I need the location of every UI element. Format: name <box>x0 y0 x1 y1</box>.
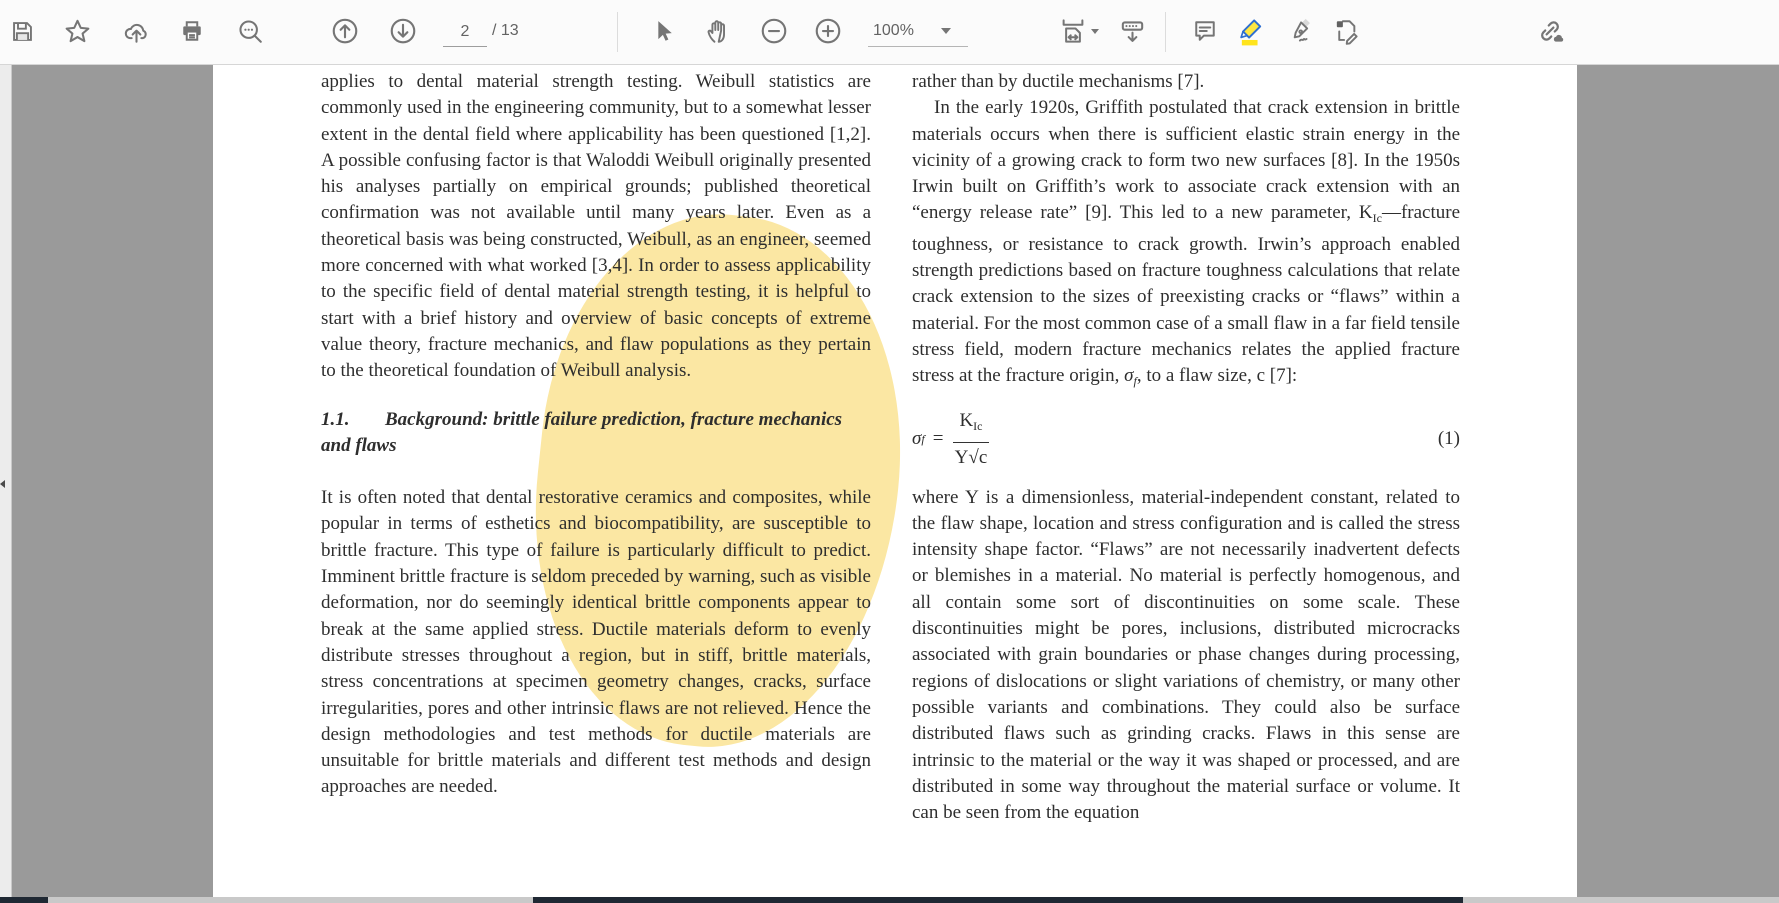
fit-width-icon[interactable] <box>1058 16 1088 46</box>
paragraph: It is often noted that dental restorative ceramics and composites, while popular in terms of esthetics and biocompatibility, are susceptible to brittle fracture. This type of failure is particularly difficult to predict. Imminent brittle fracture is seldom preceded by warning, such as visible deformation, nor do seemingly identical brittle components appear to break at the same applied stress. Ductile materials deform to evenly distribute stresses throughout a region, but in stiff, brittle materials, stress concentrations at specimen geometry changes, cracks, surface irregularities, pores and other intrinsic flaws are not relieved. Hence the design methodologies and test methods for ductile materials are unsuitable for brittle materials and different test methods and design approaches are needed. <box>321 487 871 798</box>
pdf-page <box>213 65 1577 897</box>
zoom-dropdown-caret-icon[interactable] <box>938 16 954 46</box>
zoom-underline <box>868 46 968 47</box>
subscript: f <box>1133 374 1137 389</box>
paragraph: In the early 1920s, Griffith postulated that crack extension in brittle materials occurs when there is sufficient elastic strain energy in the vicinity of a growing crack to form two new surfaces [8]. In the 1950s Irwin built on Griffith’s work to associate crack extension with an “energy release rate” [9]. This led to a new parameter, $K_{Ic}—fracture$ toughness, or resistance to crack growth. Irwin’s approach enabled strength predictions based on fracture toughness calculations that relate crack extension to the sizes of preexisting cracks or “flaws” within a material. For the most common case of a small flaw in a far field tensile stress field, modern fracture mechanics relates the applied fracture stress at the fracture origin, $\sigma_f$, to a flaw size, c [7]: <box>912 97 1460 389</box>
comment-icon[interactable] <box>1190 16 1220 46</box>
toolbar <box>0 0 1779 65</box>
subscript: Ic <box>1372 211 1382 226</box>
denominator: Y√c <box>954 446 988 468</box>
page-column-right <box>912 69 1460 826</box>
hide-toolbar-icon[interactable] <box>1117 16 1147 46</box>
equation-lhs: σ <box>912 428 922 450</box>
zoom-out-icon[interactable] <box>759 16 789 46</box>
print-icon[interactable] <box>177 16 207 46</box>
zoom-level-value[interactable]: 100% <box>873 22 914 39</box>
sigma-symbol: σ <box>1124 365 1134 387</box>
scrollbar-thumb[interactable] <box>533 897 1463 903</box>
save-icon[interactable] <box>7 16 37 46</box>
fraction: $\frac{K_{Ic}}{Y√c}$ <box>953 408 988 471</box>
zoom-in-icon[interactable] <box>813 16 843 46</box>
page-column-left <box>321 69 871 801</box>
signature-icon[interactable] <box>1285 16 1315 46</box>
section-number: 1.1. <box>321 408 350 430</box>
hand-pan-icon[interactable] <box>702 16 732 46</box>
document-canvas <box>0 65 1779 897</box>
page-number-input[interactable] <box>443 18 487 47</box>
horizontal-scrollbar[interactable] <box>0 897 1779 903</box>
equation-number: (1) <box>1437 428 1460 450</box>
section-heading <box>321 407 871 460</box>
page-down-icon[interactable] <box>388 16 418 46</box>
subscript: f <box>921 432 925 447</box>
cloud-upload-icon[interactable] <box>121 16 151 46</box>
section-title: Background: brittle failure prediction, fracture mechanics and flaws <box>321 408 843 456</box>
edit-pages-icon[interactable] <box>1331 16 1361 46</box>
panel-collapse-handle-icon[interactable] <box>0 480 5 488</box>
subscript: Ic <box>973 419 983 434</box>
fit-dropdown-caret-icon[interactable] <box>1088 16 1102 46</box>
search-icon[interactable] <box>235 16 265 46</box>
share-link-icon[interactable] <box>1535 16 1565 46</box>
equals-sign: = <box>932 428 944 450</box>
left-panel-strip[interactable] <box>0 65 12 903</box>
toolbar-separator <box>1165 12 1166 52</box>
select-cursor-icon[interactable] <box>648 16 678 46</box>
scrollbar-corner <box>0 897 48 903</box>
toolbar-separator <box>617 12 618 52</box>
equation <box>912 411 1460 469</box>
page-up-icon[interactable] <box>330 16 360 46</box>
highlighter-icon[interactable] <box>1236 16 1266 46</box>
paragraph: applies to dental material strength testing. Weibull statistics are commonly used in the engineering community, but to a somewhat lesser extent in the dental field where applicability has been questioned [1,2]. A possible confusing factor is that Waloddi Weibull originally presented his analyses partially on empirical grounds; published theoretical confirmation was not available until many years later. Even as a theoretical basis was being constructed, Weibull, as an engineer, seemed more concerned with what worked [3,4]. In order to assess applicability to the specific field of dental material strength testing, it is helpful to start with a brief history and overview of basic concepts of extreme value theory, fracture mechanics, and flaw populations as they pertain to the theoretical foundation of Weibull analysis. <box>321 71 871 382</box>
favorite-star-icon[interactable] <box>62 16 92 46</box>
paragraph: where Y is a dimensionless, material-independent constant, related to the flaw shape, location and stress configuration and is called the stress intensity shape factor. “Flaws” are not necessarily inadvertent defects or blemishes in a material. No material is perfectly homogenous, and all contain some sort of discontinuities on some scale. These discontinuities might be pores, inclusions, distributed microcracks associated with grain boundaries or phase changes during processing, regions of dislocations or slight variations of chemistry, or many other possible variants and combinations. They could also be surface distributed flaws such as grinding cracks. Flaws in this sense are intrinsic to the material or the way it was shaped or processed, and are distributed in some way throughout the material surface or volume. It can be seen from the equation <box>912 486 1460 824</box>
paragraph: rather than by ductile mechanisms [7]. <box>912 71 1205 92</box>
page-count-label: / 13 <box>492 22 519 39</box>
